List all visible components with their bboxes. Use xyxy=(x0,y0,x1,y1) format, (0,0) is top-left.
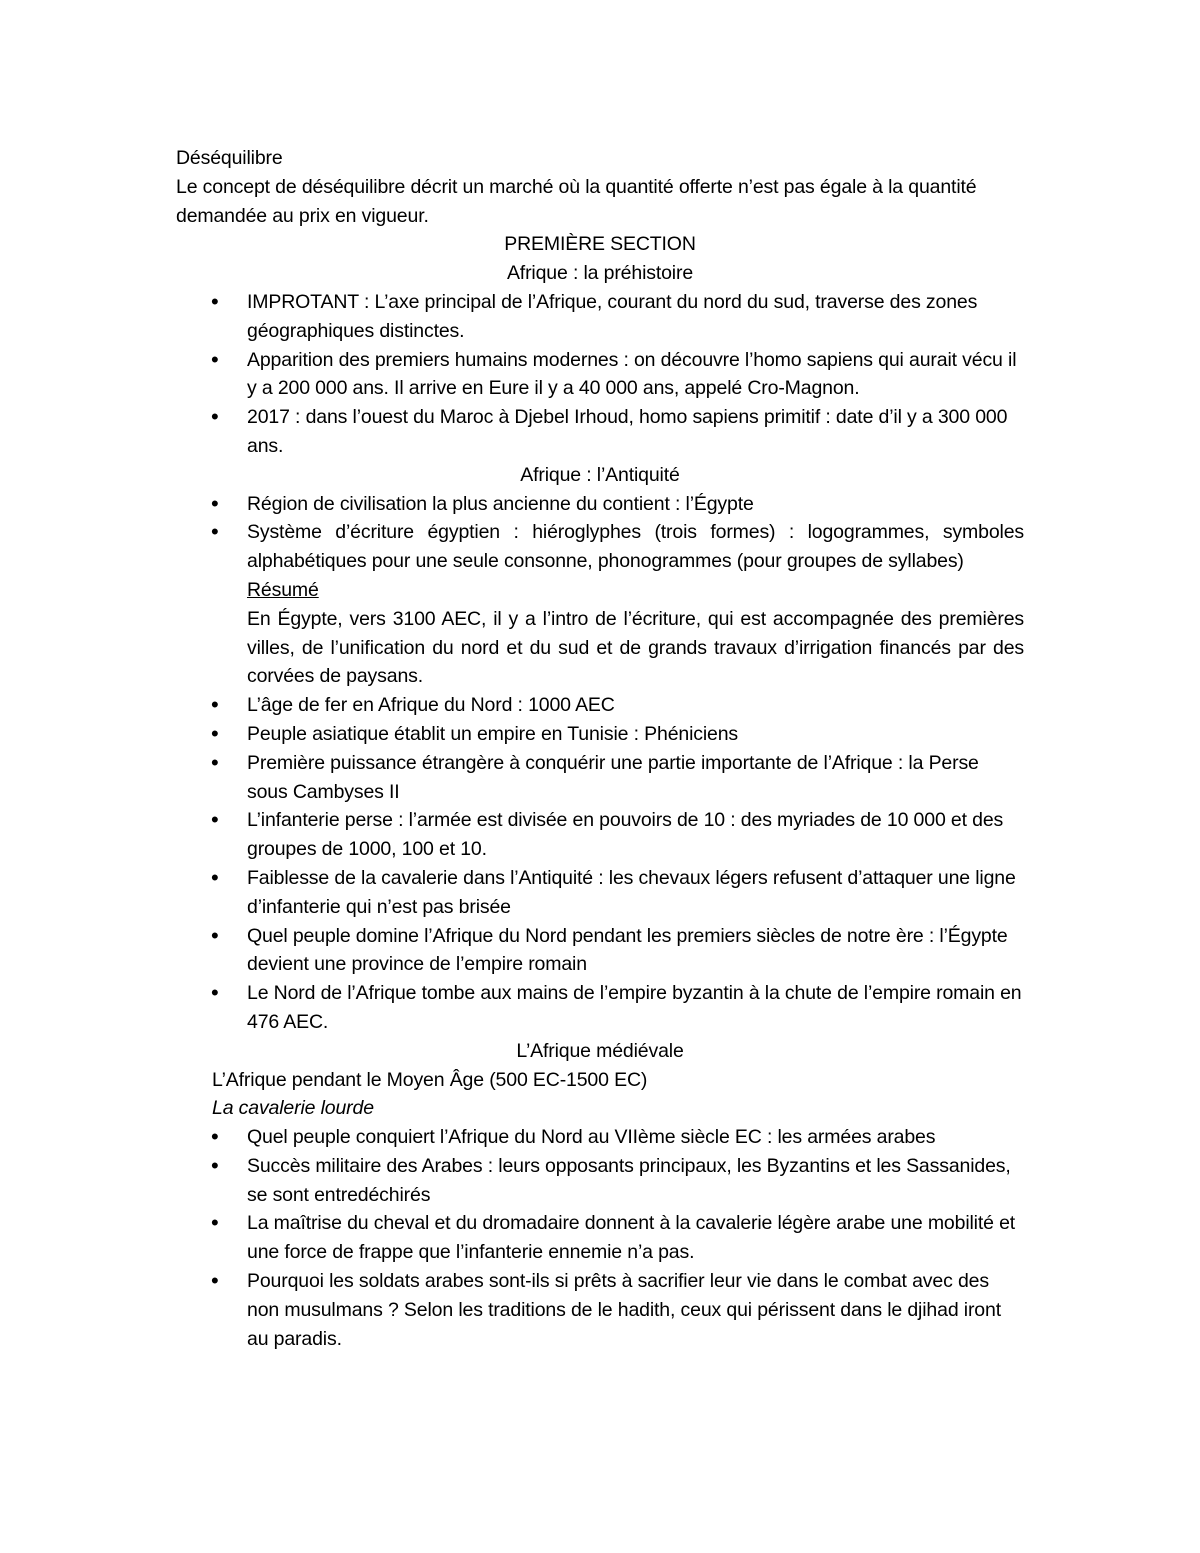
prehistory-heading: Afrique : la préhistoire xyxy=(506,262,694,285)
antiquity-list-b xyxy=(176,691,1024,1037)
antiquity-heading: Afrique : l’Antiquité xyxy=(520,463,680,486)
list-item: • La maîtrise du cheval et du dromadaire donnent à la cavalerie légère arabe une mobilité et une force de frappe que l’infanterie ennemie n’a pas. xyxy=(247,1209,1024,1267)
summary-text: En Égypte, vers 3100 AEC, il y a l’intro de l’écriture, qui est accompagnée des premières villes, de l’unification du nord et du sud et de grands travaux d’irrigation financés par des corvées de paysans. xyxy=(247,607,1024,688)
intro-paragraph: Le concept de déséquilibre décrit un marché où la quantité offerte n’est pas égale à la quantité demandée au prix en vigueur. xyxy=(176,175,977,227)
list-item: • L’infanterie perse : l’armée est divisée en pouvoirs de 10 : des myriades de 10 000 et des groupes de 1000, 100 et 10. xyxy=(247,806,1024,864)
list-item: • Première puissance étrangère à conquérir une partie importante de l’Afrique : la Perse sous Cambyses II xyxy=(247,749,1024,807)
list-item: • Succès militaire des Arabes : leurs opposants principaux, les Byzantins et les Sassanides, se sont entredéchirés xyxy=(247,1152,1024,1210)
antiquity-list-a xyxy=(176,490,1024,576)
list-item: • Peuple asiatique établit un empire en Tunisie : Phéniciens xyxy=(247,720,1024,749)
section-heading: PREMIÈRE SECTION xyxy=(504,233,696,256)
list-item: • Système d’écriture égyptien : hiéroglyphes (trois formes) : logogrammes, symboles alphabétiques pour une seule consonne, phonogrammes (pour groupes de syllabes) xyxy=(247,518,1024,576)
medieval-topic: La cavalerie lourde xyxy=(212,1097,374,1120)
list-item: • 2017 : dans l’ouest du Maroc à Djebel Irhoud, homo sapiens primitif : date d’il y a 300 000 ans. xyxy=(247,403,1024,461)
prehistory-list xyxy=(176,288,1024,461)
medieval-subheading: L’Afrique pendant le Moyen Âge (500 EC-1500 EC) xyxy=(212,1068,648,1091)
list-item: • L’âge de fer en Afrique du Nord : 1000 AEC xyxy=(247,691,1024,720)
list-item: • Le Nord de l’Afrique tombe aux mains de l’empire byzantin à la chute de l’empire romain en 476 AEC. xyxy=(247,979,1024,1037)
medieval-list xyxy=(176,1123,1024,1353)
summary-label: Résumé xyxy=(247,578,319,601)
list-item: • IMPROTANT : L’axe principal de l’Afrique, courant du nord du sud, traverse des zones géographiques distinctes. xyxy=(247,288,1024,346)
list-item: • Apparition des premiers humains modernes : on découvre l’homo sapiens qui aurait vécu il y a 200 000 ans. Il arrive en Eure il y a 40 000 ans, appelé Cro-Magnon. xyxy=(247,346,1024,404)
list-item: • Pourquoi les soldats arabes sont-ils si prêts à sacrifier leur vie dans le combat avec des non musulmans ? Selon les traditions de le hadith, ceux qui périssent dans le djihad iront au paradis. xyxy=(247,1267,1024,1353)
medieval-heading: L’Afrique médiévale xyxy=(516,1039,684,1062)
list-item: • Région de civilisation la plus ancienne du contient : l’Égypte xyxy=(247,490,1024,519)
list-item: • Quel peuple domine l’Afrique du Nord pendant les premiers siècles de notre ère : l’Égypte devient une province de l’empire romain xyxy=(247,922,1024,980)
list-item: • Quel peuple conquiert l’Afrique du Nord au VIIème siècle EC : les armées arabes xyxy=(247,1123,1024,1152)
document-title: Déséquilibre xyxy=(176,147,283,169)
summary-block xyxy=(176,576,1024,691)
list-item: • Faiblesse de la cavalerie dans l’Antiquité : les chevaux légers refusent d’attaquer une ligne d’infanterie qui n’est pas brisée xyxy=(247,864,1024,922)
